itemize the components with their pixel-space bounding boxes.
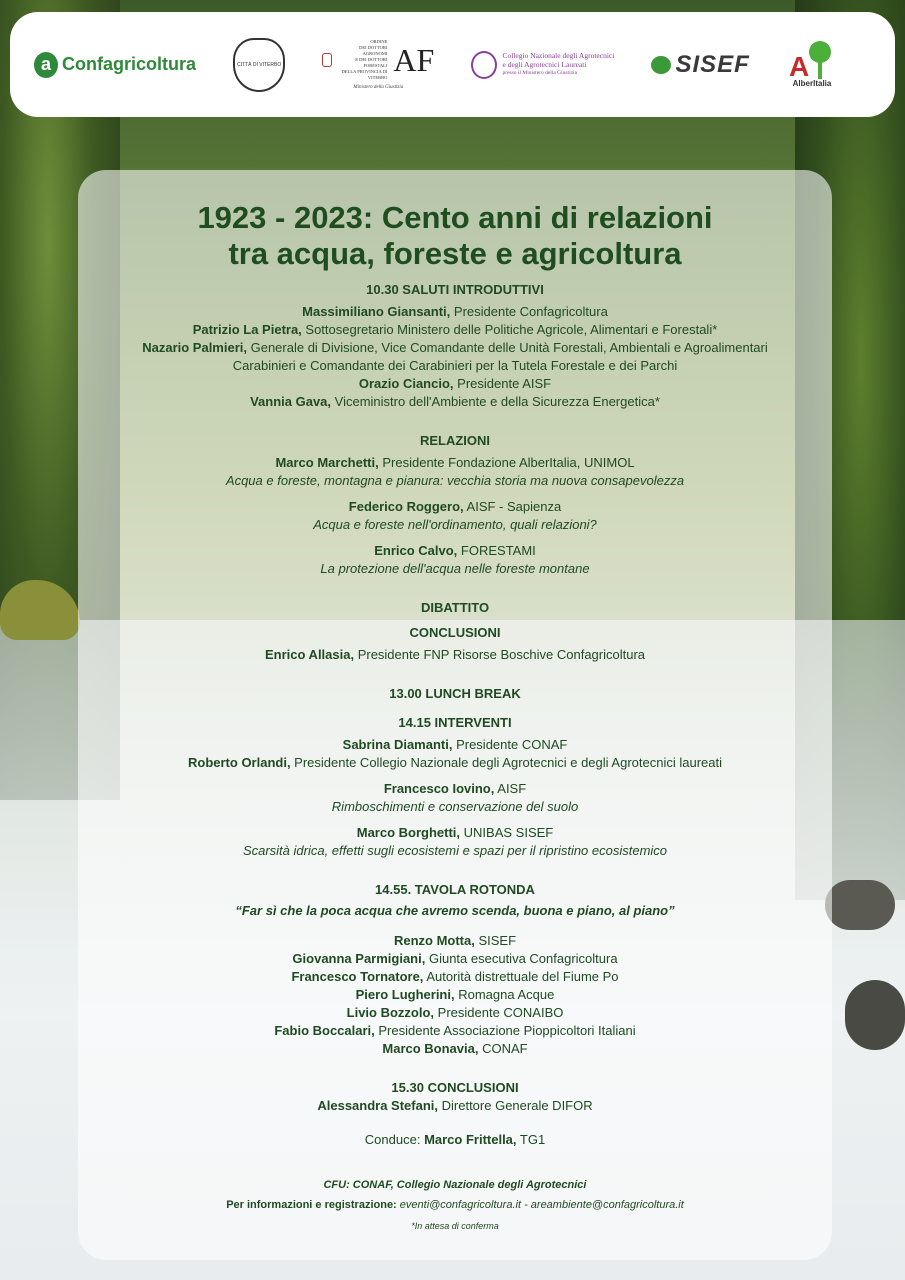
speaker: Massimiliano Giansanti, Presidente Confagricoltura (302, 304, 608, 319)
section-heading: RELAZIONI (419, 433, 491, 448)
moderator: Conduce: Marco Frittella, TG1 (364, 1132, 546, 1147)
program-panel (78, 170, 832, 1260)
relazione-item: Marco Marchetti, Presidente Fondazione AlberItalia, UNIMOL Acqua e foreste, montagna e pianura: vecchia storia ma nuova consapevolezza (78, 454, 832, 490)
speaker: Enrico Allasia, Presidente FNP Risorse Boschive Confagricoltura (264, 647, 646, 662)
talk-title: Acqua e foreste, montagna e pianura: vecchia storia ma nuova consapevolezza (225, 473, 685, 488)
af-mark: AF (393, 41, 435, 78)
round-table-quote: “Far sì che la poca acqua che avremo scenda, buona e piano, al piano” (235, 903, 675, 918)
tree-icon: A (787, 41, 837, 79)
logo-bar (10, 12, 895, 117)
collegio-agrotecnici-logo: Collegio Nazionale degli Agrotecnici e degli Agrotecnici Laureati presso il Ministero della Giustizia (471, 51, 614, 79)
talk-title: Acqua e foreste nell'ordinamento, quali relazioni? (313, 517, 597, 532)
relazione-item: Federico Roggero, AISF - Sapienza Acqua e foreste nell'ordinamento, quali relazioni? (78, 498, 832, 534)
ordine-agronomi-logo (322, 39, 434, 90)
contact-emails[interactable]: eventi@confagricoltura.it - areambiente@confagricoltura.it (399, 1199, 684, 1211)
talk-title: La protezione dell'acqua nelle foreste montane (320, 561, 590, 576)
section-heading: 15.30 CONCLUSIONI (391, 1080, 519, 1095)
alberitalia-logo: A AlberItalia (787, 41, 837, 88)
section-heading: CONCLUSIONI (409, 625, 501, 640)
intervento-item: Francesco Iovino, AISF Rimboschimenti e conservazione del suolo (78, 780, 832, 816)
talk-title: Scarsità idrica, effetti sugli ecosistemi e spazi per il ripristino ecosistemico (242, 843, 668, 858)
rock (825, 880, 895, 930)
saluti-list (78, 303, 832, 411)
section-heading: 10.30 SALUTI INTRODUTTIVI (366, 282, 544, 297)
section-heading: DIBATTITO (420, 600, 490, 615)
talk-title: Rimboschimenti e conservazione del suolo (331, 799, 579, 814)
republic-emblem-icon (322, 53, 331, 67)
ordine-text: ORDINE DEI DOTTORI AGRONOMI E DEI DOTTORI FORESTALI DELLA PROVINCIA DI VITERBO (341, 39, 388, 80)
sisef-logo: SISEF (651, 51, 749, 79)
speaker: Patrizio La Pietra, Sottosegretario Ministero delle Politiche Agricole, Alimentari e Forestali* (192, 322, 718, 337)
collegio-emblem-icon (471, 51, 497, 79)
section-heading: 14.55. TAVOLA ROTONDA (375, 882, 535, 897)
cfu-note: CFU: CONAF, Collegio Nazionale degli Agrotecnici (323, 1179, 587, 1191)
rock (845, 980, 905, 1050)
speaker-cont: Carabinieri e Comandante dei Carabinieri per la Tutela Forestale e dei Parchi (232, 358, 678, 373)
section-heading: 13.00 LUNCH BREAK (389, 686, 521, 701)
speaker: Vannia Gava, Viceministro dell'Ambiente e della Sicurezza Energetica* (250, 394, 660, 409)
city-seal-logo (233, 38, 285, 92)
intervento-item: Sabrina Diamanti, Presidente CONAF Roberto Orlandi, Presidente Collegio Nazionale degli Agrotecnici e degli Agrotecnici laureati (188, 737, 722, 770)
confagricoltura-logo (34, 52, 196, 78)
confagricoltura-wordmark: Confagricoltura (62, 54, 197, 74)
section-heading: 14.15 INTERVENTI (398, 715, 512, 730)
intervento-item: Marco Borghetti, UNIBAS SISEF Scarsità idrica, effetti sugli ecosistemi e spazi per il ripristino ecosistemico (78, 824, 832, 860)
seal-text: CITTÀ DI VITERBO (237, 61, 282, 68)
leaf-icon (651, 56, 671, 74)
speaker: Nazario Palmieri, Generale di Divisione, Vice Comandante delle Unità Forestali, Ambientali e Agroalimentari (142, 340, 768, 355)
speaker: Alessandra Stefani, Direttore Generale DIFOR (317, 1098, 593, 1113)
confagricoltura-mark-icon: a (34, 52, 58, 78)
confirmation-note: *In attesa di conferma (411, 1221, 499, 1231)
event-title: 1923 - 2023: Cento anni di relazioni tra acqua, foreste e agricoltura (197, 200, 713, 271)
tavola-list: Renzo Motta, SISEF Giovanna Parmigiani, Giunta esecutiva Confagricoltura Francesco Tornatore, Autorità distrettuale del Fiume Po Piero Lugherini, Romagna Acque Livio Bozzolo, Presidente CONAIBO Fabio Boccalari, Presidente Associazione Pioppicoltori Italiani Marco Bonavia, CONAF (274, 933, 636, 1056)
speaker: Orazio Ciancio, Presidente AISF (358, 376, 552, 391)
info-line: Per informazioni e registrazione: eventi@confagricoltura.it - areambiente@confagricoltura.it (226, 1199, 684, 1211)
ordine-ministry: Ministero della Giustizia (353, 85, 404, 90)
relazione-item: Enrico Calvo, FORESTAMI La protezione dell'acqua nelle foreste montane (78, 542, 832, 578)
